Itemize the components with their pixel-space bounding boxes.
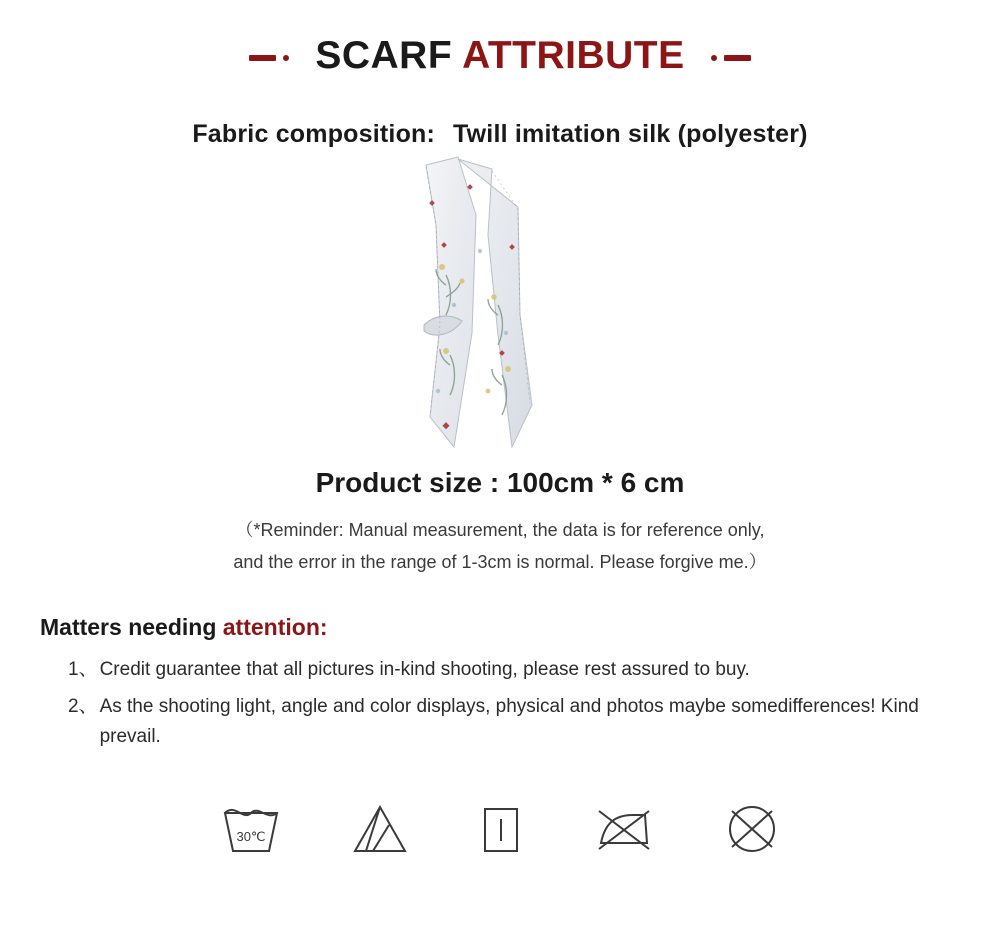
right-ornament-icon [711, 55, 751, 61]
list-item-text: As the shooting light, angle and color displays, physical and photos maybe somedifferences! Kind prevail. [99, 696, 919, 747]
care-symbols-row [0, 799, 1000, 857]
do-not-dry-clean-icon [723, 801, 781, 857]
measurement-reminder-line1: （*Reminder: Manual measurement, the data is for reference only, [235, 520, 765, 540]
tumble-dry-icon [477, 801, 525, 857]
left-ornament-icon [249, 55, 289, 61]
do-not-bleach-triangle-icon [351, 801, 409, 857]
measurement-reminder [0, 515, 1000, 578]
list-item-number: 2、 [68, 696, 98, 718]
attention-notes-list [68, 655, 948, 751]
page-title-part1: SCARF [315, 34, 463, 77]
attention-heading-accent: attention: [222, 614, 328, 640]
attention-heading [40, 614, 1000, 641]
list-item [68, 692, 948, 751]
page-title [315, 34, 684, 78]
fabric-composition-value: Twill imitation silk (polyester) [453, 120, 808, 148]
do-not-iron-icon [593, 801, 655, 857]
fabric-composition-label: Fabric composition: [192, 120, 436, 148]
list-item-number: 1、 [68, 659, 98, 680]
product-size-text: Product size : 100cm * 6 cm [315, 467, 685, 498]
list-item [68, 655, 948, 684]
product-image [0, 155, 1000, 465]
measurement-reminder-line2: and the error in the range of 1-3cm is normal. Please forgive me.） [233, 551, 767, 572]
list-item-text: Credit guarantee that all pictures in-kind shooting, please rest assured to buy. [99, 659, 750, 680]
page-title-part2: ATTRIBUTE [462, 34, 685, 77]
fabric-composition-row [0, 120, 1000, 149]
attention-heading-plain: Matters needing [40, 614, 223, 640]
wash-30c-icon [219, 799, 283, 857]
wash-temperature-label: 30℃ [236, 829, 266, 845]
page-title-row [0, 0, 1000, 78]
scarf-illustration-icon [380, 155, 620, 455]
